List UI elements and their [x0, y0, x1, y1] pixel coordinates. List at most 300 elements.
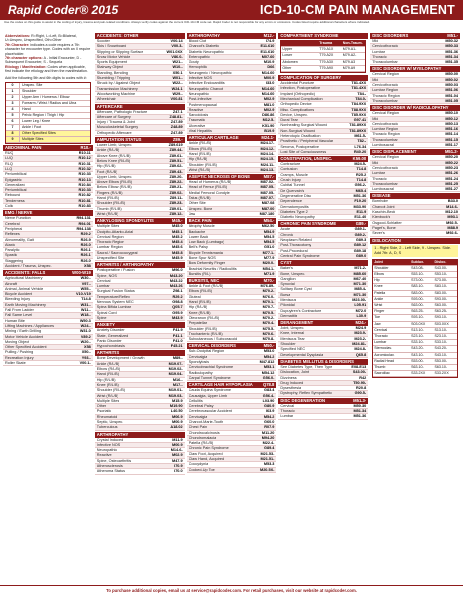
section-title: ARTHROPATHY	[188, 33, 221, 38]
char-value: Shoulder	[22, 89, 37, 94]
code-value: R26.1	[80, 253, 91, 258]
code-value: T50.90-	[353, 380, 367, 385]
condition-label: Fall Same Level	[5, 313, 33, 318]
section-code: M24.1-	[261, 135, 275, 141]
grid-cell: S83.10-	[434, 284, 448, 289]
section-title: DERANGEMENT	[280, 320, 314, 326]
code-value: D86.86	[262, 113, 275, 118]
condition-label: Meniscus Tear	[280, 336, 305, 341]
grid-row	[281, 66, 365, 72]
condition-label: Tenderness	[5, 198, 25, 203]
condition-label: Reactive	[96, 453, 112, 458]
code-value: M50.22	[445, 160, 458, 165]
code-value: Z89.12-	[169, 211, 183, 216]
code-value: M24.8-	[354, 347, 367, 352]
section-arthropathy	[95, 432, 185, 475]
code-value: T84.9XX	[351, 102, 367, 107]
code-value: R26.1	[80, 248, 91, 253]
condition-label: Chondromalacia	[188, 435, 217, 440]
condition-label: Thoracic Region	[96, 240, 125, 245]
grid-cell: S83.10-	[411, 284, 424, 289]
code-value: Z89.23-	[169, 201, 183, 206]
column-2	[95, 33, 185, 583]
code-value: Z47.89	[170, 130, 183, 135]
char-table	[5, 82, 91, 144]
condition-label: Nonhealing Surgical Wound	[280, 123, 328, 128]
condition-label: Nerve Function	[5, 216, 31, 221]
condition-label: Neoplasm Related	[280, 238, 312, 243]
grid-cell: S53.00-	[411, 358, 424, 363]
grid-cell: Finger	[374, 309, 385, 314]
code-value: R10.12	[78, 156, 91, 161]
grid-cell: Wrist	[374, 302, 383, 307]
section-code: Z89.-	[172, 137, 183, 143]
condition-label: Infection, Postoperative	[280, 86, 321, 91]
section-code: Q78.8	[262, 382, 275, 388]
grid-cell: M79.A9	[342, 65, 356, 70]
condition-label: Mid	[372, 77, 379, 82]
code-value: W21.-	[172, 60, 183, 65]
section-code: M51.2-	[444, 149, 458, 155]
section-code: M45.-	[171, 218, 183, 224]
code-value: M50.20	[445, 155, 458, 160]
column-1	[3, 33, 93, 583]
condition-label: Cauda Equina Syndrome	[188, 388, 232, 393]
code-value: M20.0-	[262, 261, 275, 266]
code-value: E11.9	[356, 209, 367, 214]
char-key: 6	[6, 119, 20, 124]
code-value: W50.3	[79, 318, 91, 323]
condition-label: Ataxic	[5, 242, 16, 247]
condition-label: Diabetes Type 2	[280, 209, 308, 214]
condition-label: Knee (R/L/B)	[188, 310, 211, 315]
code-value: X58	[84, 264, 91, 268]
code-value: W01.-	[172, 76, 183, 81]
code-value: Z48.89	[170, 125, 183, 130]
section-title: ACCIDENTS: FALLS	[5, 270, 46, 276]
code-value: R10.32	[78, 166, 91, 171]
code-value: M70.5-	[262, 310, 275, 315]
grid-head-cell	[281, 41, 318, 46]
grid-cell: Ankle	[374, 296, 384, 301]
condition-label: Thoracolumbar	[372, 98, 398, 103]
code-row	[95, 344, 185, 349]
condition-label: Pilonidal	[280, 303, 295, 308]
condition-label: Septic, Unspec.	[96, 420, 124, 424]
section-disease	[370, 193, 460, 236]
condition-label: Human Bite	[5, 318, 25, 323]
code-row	[278, 215, 368, 220]
code-value: M07.60	[261, 54, 275, 59]
condition-label: Elbow (R/L/B)	[188, 289, 213, 294]
condition-label: Ankle & Foot (R/L/B)	[188, 284, 224, 289]
code-value: M76.0-	[262, 294, 275, 299]
grid-cell: S63.00-	[411, 302, 424, 307]
code-value: T14.8	[356, 178, 367, 183]
condition-label: Enteropathic	[188, 54, 210, 59]
code-row	[278, 414, 368, 419]
code-value: M00.9	[263, 76, 275, 81]
code-value: R10.33	[78, 188, 91, 193]
code-value: Z89.11-	[169, 196, 183, 201]
condition-label: Thoracic Region	[372, 132, 400, 137]
code-value: W18.-	[80, 313, 91, 318]
section-title: COMPARTMENT SYNDROME	[280, 33, 339, 38]
section-title: CYST	[280, 260, 292, 266]
code-value: M16.-	[172, 377, 183, 382]
grid-cell: Sacroiliac	[374, 371, 390, 376]
section-title: BACK PAIN	[188, 218, 212, 224]
side-key-note: 1 - Right Side, 2 - Left Side, 9 - Unspec. Side. Add 7th: A, D, S	[372, 245, 458, 257]
section-bursitis-nec	[187, 278, 277, 342]
code-value: Z89.43-	[169, 169, 183, 174]
header-bar	[0, 0, 463, 20]
code-value: M10.9	[263, 60, 275, 65]
condition-label: Cervical	[96, 278, 111, 283]
grid-cell: Knee	[374, 284, 383, 289]
code-value: T81.89XX	[349, 128, 367, 133]
code-value: M24.9	[355, 326, 367, 331]
section-accidents-other	[95, 33, 185, 103]
code-value: G89.3	[355, 238, 367, 243]
condition-label: Below Elbow (R/L/B)	[96, 185, 132, 190]
code-row	[370, 99, 460, 104]
condition-label: Musculoskeletal Surgery	[96, 125, 139, 130]
code-value: M51.06	[445, 88, 458, 93]
page-title: ICD-10-CM PAIN MANAGEMENT	[259, 3, 455, 17]
code-value: M54.12	[261, 370, 275, 375]
condition-label: Contusion	[280, 167, 298, 172]
grid-head-cell: Sublux.	[411, 259, 425, 264]
code-value: W22.-	[172, 81, 183, 86]
condition-label: Viral Hepatitis	[188, 129, 212, 134]
code-value: M51.14	[445, 132, 458, 137]
section-title: ASEPTIC NECROSIS OF BONE	[188, 174, 251, 180]
char-key: 9	[6, 137, 20, 142]
code-value: D66	[267, 65, 275, 70]
code-value: Z89.61-	[169, 153, 183, 158]
code-value: M87.05-	[260, 190, 275, 195]
grid-cell: S43.20-	[411, 346, 424, 351]
code-value: M19.90	[169, 404, 183, 409]
condition-label: Knee, Internal	[280, 331, 305, 336]
condition-label: Lumbosacral	[372, 143, 394, 148]
code-value: V00.3-	[171, 44, 183, 49]
code-value: I63.9	[265, 409, 275, 414]
section-title: AFTERCARE	[96, 103, 123, 109]
code-value: K51.90	[262, 123, 275, 128]
code-value: T88.9XX	[351, 107, 367, 112]
code-value: Q65.8	[355, 352, 367, 357]
code-value: M51.27	[445, 187, 458, 192]
code-value: Z89.44-	[169, 148, 183, 153]
condition-label: Thumb (R/L/B)	[96, 206, 122, 211]
condition-label: Medial Femoral Condyle	[188, 190, 230, 195]
code-value: I70.0	[174, 469, 183, 474]
condition-label: Agricultural Machinery	[5, 276, 43, 281]
condition-label: Chronic Pain Syndrome	[188, 446, 229, 451]
code-value: M02.9	[263, 97, 275, 102]
code-value: M54.2	[263, 354, 275, 359]
code-value: M19.07-	[168, 361, 183, 366]
note-text: indicates a code requires a 7th character for encounter type. Codes with an X require placeholder.	[5, 42, 91, 56]
code-value: G89.4	[264, 446, 275, 451]
notes-block	[3, 33, 93, 75]
code-value: M14.60	[261, 86, 275, 91]
code-value: G56.0-	[262, 375, 275, 380]
condition-label: Mid	[372, 39, 379, 43]
condition-label: Degenerative Disc	[280, 193, 312, 198]
section-dislocation	[370, 238, 460, 380]
condition-label: Chondrocalcinosis	[188, 430, 220, 435]
condition-label: Shoulder	[280, 342, 296, 347]
code-row	[95, 97, 185, 102]
condition-label: Joint, Unspec.	[280, 326, 305, 331]
condition-label: Thoracolumbar	[372, 60, 398, 65]
code-value: R26.0	[80, 258, 91, 263]
code-value: M17.-	[172, 382, 183, 387]
condition-label: Gluteal	[188, 294, 201, 299]
code-value: M11.20	[261, 430, 275, 435]
condition-label: Mining / Earth Drilling	[5, 329, 42, 334]
condition-label: Neuropathic	[96, 448, 118, 453]
condition-label: Solitary Bone Cyst	[280, 287, 312, 292]
code-value: M43.26	[169, 284, 183, 289]
section-ankylosing-spondylitis	[95, 218, 185, 261]
condition-label: Sub-Occipital Region	[188, 349, 225, 354]
section-code: M51.3-	[353, 397, 367, 403]
section-code: K59.00	[352, 156, 367, 162]
code-value: T84.-	[357, 91, 367, 96]
condition-label: Wrist (R/L/B)	[188, 167, 211, 172]
grid-cell: S53.10-	[434, 271, 448, 276]
section-chronic-pain-syndrome	[278, 221, 368, 259]
condition-label: Thoracic	[280, 409, 295, 414]
code-value: M70.2-	[262, 289, 275, 294]
condition-label: Fingers (R/L/B)	[96, 190, 123, 195]
condition-label: Backache	[188, 229, 206, 234]
section-title: DIABETES MELLITUS & DISORDERS	[280, 358, 354, 364]
code-value: M50.13	[445, 121, 458, 126]
code-value: R10.83	[78, 204, 91, 209]
condition-label: Spina Bifida Lumbar	[96, 305, 131, 310]
condition-label: Implant (Orthopedic)	[280, 91, 315, 96]
condition-label: Struck by / Against Object	[96, 81, 141, 86]
code-value: M24.14-	[260, 151, 275, 156]
condition-label: Atherosclerosis	[96, 464, 123, 469]
condition-label: Thoracic	[372, 54, 387, 59]
code-value: M96.0	[172, 268, 183, 273]
code-value: M45.9	[172, 255, 183, 260]
code-value: M19.01-	[168, 388, 183, 393]
disclaimer-text: Use the codes on this guide to assist in the coding of injury, trauma and pain-related conditions. Always verify codes against the current ICD-10-CM code set. Rapid Coder is not responsible for any errors or omissions. Codes listed require additional characters where indicated.	[4, 20, 370, 24]
code-value: M53.0	[263, 349, 275, 354]
code-value: M50.33	[445, 44, 458, 49]
condition-label: Thoracolumbar	[372, 181, 398, 186]
char-value: Lower Leg / Knee	[22, 119, 51, 124]
condition-label: Central Pain Syndrome	[280, 253, 320, 258]
condition-label: Cervical Region	[372, 111, 399, 116]
section-aftercare	[95, 104, 185, 136]
grid-cell: T79.A1X	[319, 47, 334, 52]
code-value: G89.12	[353, 243, 367, 248]
condition-label: Diabetic Neuropathy	[280, 215, 315, 220]
code-value: M45.0	[172, 224, 183, 229]
code-value: L05.91	[354, 303, 367, 308]
section-title: CARTILAGE HAIR HYPOPLASIA	[188, 382, 253, 388]
condition-label: Kaschin-Beck	[372, 210, 396, 215]
code-value: M51.26	[445, 171, 458, 176]
code-value: Z98.1	[172, 289, 183, 294]
condition-label: Lower Limb, Unspec.	[96, 143, 133, 148]
section-title: DISC DISORDER W/ RADICULOPATHY	[372, 105, 449, 111]
condition-label: Shoulder (R/L/B)	[96, 388, 126, 393]
code-value: M14.6-	[170, 448, 183, 453]
condition-label: Baker's	[280, 266, 293, 271]
condition-label: Slipping or Slipping Surface	[96, 49, 144, 54]
condition-label: Ganglion	[280, 276, 296, 281]
condition-label: Dysesthesia	[280, 386, 302, 391]
grid-cell: S63.25-	[434, 309, 448, 314]
code-value: M87.02-	[260, 180, 275, 185]
code-value: R10.82	[78, 193, 91, 198]
code-value: B19.9	[264, 129, 275, 134]
code-value: M87.05-	[260, 185, 275, 190]
code-value: G56.4-	[262, 393, 275, 398]
condition-label: Acute	[280, 227, 291, 232]
code-value: M02.9	[172, 453, 183, 458]
note-item	[5, 56, 91, 65]
char-key: 1	[6, 89, 20, 94]
char-key: 0	[6, 83, 20, 88]
condition-label: Cervicobrachial Syndrome	[188, 365, 234, 370]
condition-label: Shoulder (R/L/B)	[96, 201, 126, 206]
condition-label: Animal, Animal Vehicle	[5, 286, 44, 291]
section-code: M12.-	[263, 33, 275, 38]
code-value: M14.60	[261, 70, 275, 75]
section-code: W00-W19	[72, 270, 91, 276]
condition-label: Thoracic Region	[372, 93, 400, 98]
condition-label: Infective Endocarditis	[188, 81, 225, 86]
condition-label: Dizziness	[280, 375, 297, 380]
code-value: W30.-	[80, 276, 91, 281]
condition-label: Elbow (R/L/B)	[96, 367, 121, 372]
code-row	[95, 469, 185, 474]
condition-label: Accidental Puncture	[280, 81, 315, 86]
code-value: R10.13	[78, 177, 91, 182]
code-value: M19.03-	[168, 393, 183, 398]
code-value: M72.0	[355, 308, 367, 313]
condition-label: Osgood-Schlatter	[372, 220, 402, 225]
code-value: M93.1	[447, 215, 458, 220]
grid-cell: Abdomen	[282, 59, 298, 64]
grid-cell: S43.08-	[411, 265, 424, 270]
condition-label: Kienbock's	[372, 215, 391, 220]
code-value: R42	[359, 375, 367, 380]
code-value: M19.04-	[168, 372, 183, 377]
code-value: L40.50	[170, 409, 183, 414]
condition-label: Bell's Palsy	[188, 245, 208, 250]
condition-label: Aftercare, Pathologic Fracture	[96, 109, 148, 114]
grid-cell: Patella	[374, 290, 386, 295]
code-value: M71.30	[353, 282, 367, 287]
code-value: V86.0-	[171, 54, 183, 59]
code-row	[187, 468, 277, 473]
code-value: M24.5-	[354, 162, 367, 167]
condition-label: Seroma, Postoperative	[280, 144, 320, 149]
code-value: W55.-	[80, 286, 91, 291]
condition-label: Periumbilical	[5, 172, 27, 177]
code-value: T14.8	[81, 297, 91, 302]
condition-label: Bleeding Injury	[5, 297, 31, 302]
code-value: M54.1-	[262, 266, 275, 271]
condition-label: Foot (R/L/B)	[96, 169, 118, 174]
section-disc-displacement	[370, 149, 460, 192]
code-value: M61.5-	[354, 133, 367, 138]
code-value: M51.36	[353, 414, 367, 419]
code-value: R10.11	[78, 151, 91, 156]
section-title: ANKYLOSING SPONDYLITIS	[96, 218, 154, 224]
condition-label: Lumbar	[280, 414, 294, 419]
condition-label: Bursa	[280, 292, 291, 297]
condition-label: Prepatellar	[188, 321, 207, 326]
condition-label: Dural Tear	[280, 118, 298, 123]
condition-label: Bursitis (R/L)	[188, 271, 211, 276]
code-value: M51.36	[353, 193, 367, 198]
code-value: G97.41	[353, 118, 367, 123]
code-value: M50.03	[445, 83, 458, 88]
condition-label: Thoracolumbar	[372, 137, 398, 142]
code-value: I70.9	[174, 464, 183, 469]
condition-label: Periumbilical	[5, 188, 27, 193]
code-value: M51.35	[445, 60, 458, 65]
condition-label: Hemophilic	[188, 65, 208, 70]
code-value: F41.9	[172, 328, 183, 333]
condition-label: Brachial Neuritis / Radiculitis	[188, 266, 237, 271]
note-label: 7th Character:	[5, 42, 30, 47]
condition-label: Spine, NOS	[96, 273, 117, 278]
grid-cell: Shoulder	[374, 265, 389, 270]
section-diabetes-mellitus-disorders	[278, 359, 368, 397]
condition-label: Heterotopic Ossification	[280, 133, 321, 138]
code-value: F19.20	[354, 199, 367, 204]
condition-label: Stairway Object	[96, 65, 124, 70]
condition-label: Above Knee (R/L/B)	[96, 153, 131, 158]
condition-label: Lumbar	[372, 49, 386, 54]
condition-label: Meniscus	[280, 298, 297, 302]
code-value: R10.84	[78, 182, 91, 187]
grid-cell: Sternoclav.	[374, 346, 392, 351]
code-value: R25.2	[356, 172, 367, 177]
section-anxiety	[95, 322, 185, 349]
code-value: M54.5	[263, 234, 275, 239]
condition-label: Lumbar	[372, 171, 386, 176]
grid-cell: Hip	[374, 278, 380, 283]
condition-label: Reflexes	[5, 232, 20, 237]
code-value: M45.2	[172, 234, 183, 239]
condition-label: Upper Limb, Unspec.	[96, 174, 133, 179]
condition-label: Sever's	[372, 231, 385, 236]
code-value: Z47.89	[170, 120, 183, 125]
section-complication-of-surgery	[278, 75, 368, 155]
condition-label: Aircraft	[5, 281, 18, 286]
condition-label: Claw Foot, Acquired	[188, 451, 223, 456]
note-label: Etiology / Manifestation:	[5, 64, 47, 69]
code-value: M45.6	[172, 245, 183, 250]
code-value: R29.2	[80, 232, 91, 237]
char-key: 7	[6, 125, 20, 130]
code-value: M24.13-	[260, 167, 275, 172]
